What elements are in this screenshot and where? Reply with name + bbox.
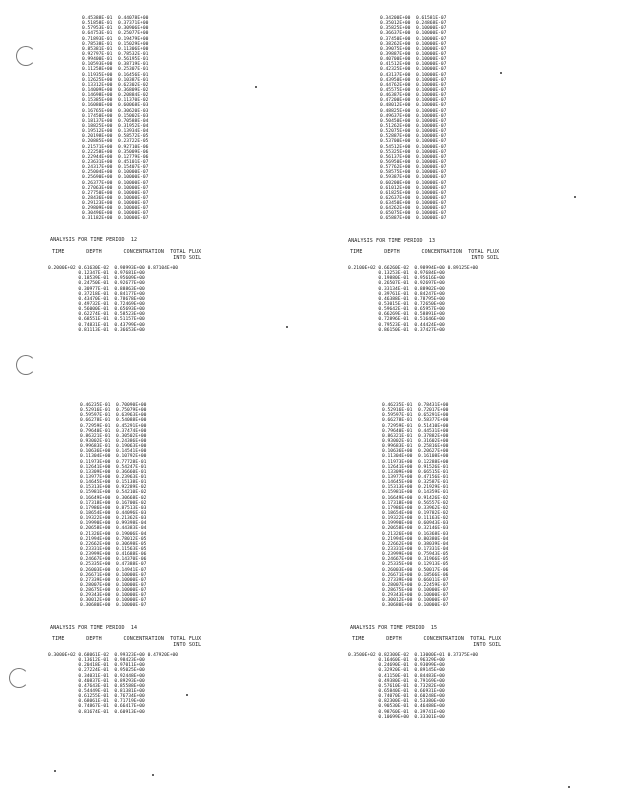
table-row: 0.10593E+00 0.38719E-01 <box>82 62 149 68</box>
table-row: 0.59597E-01 0.63963E+00 <box>80 413 147 419</box>
table-row: 0.56000E-01 0.65693E+00 <box>48 307 145 313</box>
table-row: 0.13612E-01 0.98423E+00 <box>48 658 145 664</box>
table-row: 0.14645E+00 0.15138E-01 <box>80 480 147 486</box>
table-row: 0.30977E-01 0.88863E+00 <box>48 286 145 292</box>
table-row: 0.61255E-01 0.76734E+00 <box>48 694 145 700</box>
table-row: 0.39761E-01 0.84247E+00 <box>348 291 445 297</box>
scan-speck <box>152 774 154 776</box>
table-row: 0.19990E+00 0.99398E-04 <box>80 521 147 527</box>
table-row: 0.65840E-01 0.66931E+00 <box>348 688 445 694</box>
table-row: 0.24317E+00 0.15407E-07 <box>82 165 149 171</box>
table-row: 0.42325E+00 0.10000E-07 <box>380 67 447 73</box>
scan-speck <box>286 326 288 328</box>
table-row: 0.11973E+00 0.12288E+00 <box>382 459 449 465</box>
table-row: 0.28675E+00 0.10000E-07 <box>80 588 147 594</box>
table-row: 0.65887E+00 0.10000E-07 <box>380 216 447 222</box>
q3-column-subheader: INTO SOIL <box>52 642 202 648</box>
table-row: 0.13977E+00 0.47156E-01 <box>382 474 449 480</box>
table-row: 0.34031E-01 0.92448E+00 <box>48 673 145 679</box>
table-row: 0.93002E-01 0.31602E+00 <box>382 438 449 444</box>
table-row: 0.20198E+00 0.58572E-05 <box>82 134 149 140</box>
table-row: 0.57610E-01 0.73282E+00 <box>348 683 445 689</box>
table-row: 0.17318E+00 0.56557E-02 <box>382 500 449 506</box>
table-row: 0.21994E+00 0.78012E-05 <box>80 536 147 542</box>
table-row: 0.18137E+00 0.70588E-04 <box>82 118 149 124</box>
table-row: 0.15385E+00 0.11370E-02 <box>82 98 149 104</box>
table-row: 0.18654E+00 0.19782E-02 <box>382 510 449 516</box>
table-row: 0.11304E+00 0.16108E+00 <box>382 454 449 460</box>
table-row: 0.2000E+02 0.61630E-02 0.98993E+00 0.87104E+00 <box>48 266 178 271</box>
table-row: 0.17986E+00 0.33962E-02 <box>382 505 449 511</box>
table-row: 0.30012E+00 0.10000E-07 <box>80 598 147 604</box>
table-row: 0.10636E+00 0.20627E+00 <box>382 449 449 455</box>
table-row: 0.86321E-01 0.30502E+00 <box>80 433 147 439</box>
table-row: 0.22258E+00 0.35009E-06 <box>82 149 149 155</box>
table-row: 0.35825E+00 0.10000E-07 <box>380 26 447 32</box>
table-row: 0.21994E+00 0.80380E-04 <box>382 536 449 542</box>
table-row: 0.85381E-01 0.11306E+00 <box>82 46 149 52</box>
table-row: 0.53700E+00 0.10000E-07 <box>380 139 447 145</box>
table-row: 0.11935E+00 0.16456E-01 <box>82 72 149 78</box>
table-row: 0.99683E-01 0.19063E+00 <box>80 444 147 450</box>
q3-period-title: ANALYSIS FOR TIME PERIOD 14 <box>50 625 138 631</box>
table-row: 0.13309E+00 0.36660E-01 <box>80 469 147 475</box>
table-row: 0.36637E+00 0.10000E-07 <box>380 31 447 37</box>
table-row: 0.60200E+00 0.10000E-07 <box>380 180 447 186</box>
table-row: 0.39887E+00 0.10000E-07 <box>380 51 447 57</box>
table-row: 0.35012E+00 0.24868E-07 <box>380 21 447 27</box>
table-row: 0.64753E-01 0.25077E+00 <box>82 31 149 37</box>
punch-hole-bottom <box>9 668 29 688</box>
table-row: 0.26377E+00 0.10000E-07 <box>82 180 149 186</box>
table-row: 0.46387E+00 0.10000E-07 <box>380 93 447 99</box>
q4-data-table <box>348 653 478 720</box>
q3-data-table <box>48 653 178 715</box>
q3-top-columns <box>80 403 146 609</box>
table-row: 0.40700E+00 0.10000E-07 <box>380 57 447 63</box>
table-row: 0.40837E-01 0.89293E+00 <box>48 678 145 684</box>
table-row: 0.20885E+00 0.23722E-05 <box>82 139 149 145</box>
table-row: 0.61825E+00 0.10000E-07 <box>380 190 447 196</box>
q2-top-columns <box>380 16 446 222</box>
table-row: 0.54512E+00 0.10000E-07 <box>380 144 447 150</box>
table-row: 0.82300E-01 0.53380E+00 <box>348 699 445 705</box>
table-row: 0.46388E-01 0.78795E+00 <box>348 296 445 302</box>
table-row: 0.90530E-01 0.46488E+00 <box>348 704 445 710</box>
table-row: 0.92797E-01 0.78532E-01 <box>82 51 149 57</box>
table-row: 0.37218E-01 0.84177E+00 <box>48 291 145 297</box>
table-row: 0.32920E-01 0.89145E+00 <box>348 668 445 674</box>
table-row: 0.52075E+00 0.10000E-07 <box>380 129 447 135</box>
table-row: 0.78538E-01 0.15029E+00 <box>82 41 149 47</box>
table-row: 0.37450E+00 0.10000E-07 <box>380 36 447 42</box>
table-row: 0.41150E-01 0.84483E+00 <box>348 673 445 679</box>
table-row: 0.81674E-01 0.60913E+00 <box>48 709 145 715</box>
table-row: 0.28675E+00 0.10000E-07 <box>382 588 449 594</box>
table-row: 0.47643E-01 0.85588E+00 <box>48 683 145 689</box>
table-row: 0.81113E-01 0.36653E+00 <box>48 327 145 333</box>
q2-data-table <box>348 266 478 333</box>
table-row: 0.52916E-01 0.75079E+00 <box>80 408 147 414</box>
table-row: 0.2100E+02 0.66260E-02 0.98994E+00 0.89125E+00 <box>348 266 478 271</box>
table-row: 0.12641E+00 0.54247E-01 <box>80 464 147 470</box>
table-row: 0.68551E-01 0.51157E+00 <box>48 317 145 323</box>
table-row: 0.64262E+00 0.10000E-07 <box>380 206 447 212</box>
table-row: 0.55325E+00 0.10000E-07 <box>380 149 447 155</box>
table-row: 0.23999E+00 0.41688E-06 <box>80 552 147 558</box>
table-row: 0.59597E-01 0.65291E+00 <box>382 413 449 419</box>
table-row: 0.28436E+00 0.10000E-07 <box>82 195 149 201</box>
table-row: 0.74867E-01 0.66417E+00 <box>48 704 145 710</box>
table-row: 0.17450E+00 0.15002E-03 <box>82 113 149 119</box>
table-row: 0.54449E-01 0.81381E+00 <box>48 688 145 694</box>
table-row: 0.63450E+00 0.10000E-07 <box>380 201 447 207</box>
table-row: 0.24667E+00 0.31966E-05 <box>382 557 449 563</box>
table-row: 0.3000E+02 0.68061E-02 0.99323E+00 0.47920E+00 <box>48 653 178 658</box>
table-row: 0.74070E-01 0.60248E+00 <box>348 694 445 700</box>
table-row: 0.12641E+00 0.91526E-01 <box>382 464 449 470</box>
table-row: 0.14645E+00 0.32587E-01 <box>382 480 449 486</box>
table-row: 0.57953E-01 0.30906E+00 <box>82 26 149 32</box>
table-row: 0.23331E+00 0.17331E-04 <box>382 546 449 552</box>
table-row: 0.22662E+00 0.38039E-04 <box>382 541 449 547</box>
table-row: 0.43137E+00 0.10000E-07 <box>380 72 447 78</box>
table-row: 0.74831E-01 0.43799E+00 <box>48 322 145 328</box>
table-row: 0.59387E+00 0.10000E-07 <box>380 175 447 181</box>
table-row: 0.86321E-01 0.37882E+00 <box>382 433 449 439</box>
table-row: 0.49637E+00 0.10000E-07 <box>380 113 447 119</box>
table-row: 0.50450E+00 0.10000E-07 <box>380 118 447 124</box>
table-row: 0.33134E-01 0.88902E+00 <box>348 286 445 292</box>
q4-top-columns <box>382 403 448 609</box>
q4-period-title: ANALYSIS FOR TIME PERIOD 15 <box>350 625 438 631</box>
table-row: 0.16649E+00 0.30668E-02 <box>80 495 147 501</box>
table-row: 0.28007E+00 0.10000E-07 <box>80 582 147 588</box>
table-row: 0.25690E+00 0.10000E-07 <box>82 175 149 181</box>
table-row: 0.29809E+00 0.10000E-07 <box>82 206 149 212</box>
table-row: 0.23999E+00 0.75943E-05 <box>382 552 449 558</box>
table-row: 0.27339E+00 0.10000E-07 <box>80 577 147 583</box>
table-row: 0.47200E+00 0.10000E-07 <box>380 98 447 104</box>
table-row: 0.29343E+00 0.10000E-07 <box>80 593 147 599</box>
table-row: 0.72959E-01 0.45291E+00 <box>80 423 147 429</box>
table-row: 0.22944E+00 0.12779E-06 <box>82 154 149 160</box>
table-row: 0.61012E+00 0.10000E-07 <box>380 185 447 191</box>
table-row: 0.56137E+00 0.10000E-07 <box>380 154 447 160</box>
scan-speck <box>574 196 576 198</box>
table-row: 0.25335E+00 0.12913E-05 <box>382 562 449 568</box>
table-row: 0.53015E-01 0.72650E+00 <box>348 301 445 307</box>
punch-hole-middle <box>16 355 36 375</box>
table-row: 0.46235E-01 0.70090E+00 <box>80 403 147 408</box>
table-row: 0.27339E+00 0.66011E-07 <box>382 577 449 583</box>
table-row: 0.51858E-01 0.37371E+00 <box>82 21 149 27</box>
table-row: 0.31182E+00 0.10000E-07 <box>82 216 149 222</box>
table-row: 0.10636E+00 0.14541E+00 <box>80 449 147 455</box>
table-row: 0.27063E+00 0.10000E-07 <box>82 185 149 191</box>
q1-data-table <box>48 266 178 333</box>
table-row: 0.79523E-01 0.44424E+00 <box>348 322 445 328</box>
table-row: 0.19512E+00 0.13934E-04 <box>82 129 149 135</box>
table-row: 0.16649E+00 0.91426E-02 <box>382 495 449 501</box>
table-row: 0.72896E-01 0.51646E+00 <box>348 317 445 323</box>
table-row: 0.26003E+00 0.50017E-06 <box>382 567 449 573</box>
table-row: 0.25335E+00 0.47388E-07 <box>80 562 147 568</box>
table-row: 0.26671E+00 0.18566E-06 <box>382 572 449 578</box>
table-row: 0.29343E+00 0.10000E-07 <box>382 593 449 599</box>
table-row: 0.58575E+00 0.10000E-07 <box>380 170 447 176</box>
table-row: 0.99400E-01 0.56195E-01 <box>82 57 149 63</box>
table-row: 0.24750E-01 0.92677E+00 <box>48 281 145 287</box>
table-row: 0.22662E+00 0.30698E-05 <box>80 541 147 547</box>
table-row: 0.66278E-01 0.54088E+00 <box>80 418 147 424</box>
table-row: 0.39075E+00 0.10000E-07 <box>380 46 447 52</box>
table-row: 0.12347E-01 0.97681E+00 <box>48 271 145 277</box>
table-row: 0.93002E-01 0.24386E+00 <box>80 438 147 444</box>
table-row: 0.62637E+00 0.10000E-07 <box>380 195 447 201</box>
scan-speck <box>500 72 502 74</box>
table-row: 0.19990E+00 0.60943E-03 <box>382 521 449 527</box>
scan-speck <box>186 694 188 696</box>
q3-column-headers: TIME DEPTH CONCENTRATION TOTAL FLUX <box>52 636 202 642</box>
table-row: 0.18654E+00 0.44096E-03 <box>80 510 147 516</box>
table-row: 0.18825E+00 0.31952E-04 <box>82 123 149 129</box>
table-row: 0.23631E+00 0.45101E-07 <box>82 159 149 165</box>
table-row: 0.20658E+00 0.32146E-03 <box>382 526 449 532</box>
table-row: 0.27224E-01 0.95025E+00 <box>48 668 145 674</box>
q2-column-headers: TIME DEPTH CONCENTRATION TOTAL FLUX <box>350 249 500 255</box>
q1-period-title: ANALYSIS FOR TIME PERIOD 12 <box>50 237 138 243</box>
table-row: 0.11304E+00 0.10792E+00 <box>80 454 147 460</box>
table-row: 0.20658E+00 0.44383E-04 <box>80 526 147 532</box>
table-row: 0.24667E+00 0.14370E-06 <box>80 557 147 563</box>
table-row: 0.11258E+00 0.25307E-01 <box>82 67 149 73</box>
table-row: 0.43470E-01 0.78678E+00 <box>48 296 145 302</box>
table-row: 0.86150E-01 0.37427E+00 <box>348 327 445 333</box>
table-row: 0.26671E+00 0.10000E-07 <box>80 572 147 578</box>
table-row: 0.16765E+00 0.30620E-03 <box>82 108 149 114</box>
table-row: 0.62274E-01 0.58523E+00 <box>48 312 145 318</box>
table-row: 0.30680E+00 0.10000E-07 <box>382 603 449 609</box>
table-row: 0.3500E+02 0.82300E-02 0.13000E+01 0.37375E+00 <box>348 653 478 658</box>
table-row: 0.29123E+00 0.10000E-07 <box>82 201 149 207</box>
table-row: 0.48012E+00 0.10000E-07 <box>380 103 447 109</box>
table-row: 0.66278E-01 0.58377E+00 <box>382 418 449 424</box>
table-row: 0.24690E-01 0.93099E+00 <box>348 663 445 669</box>
table-row: 0.71893E-01 0.19479E+00 <box>82 36 149 42</box>
table-row: 0.17986E+00 0.87513E-03 <box>80 505 147 511</box>
table-row: 0.21571E+00 0.92710E-06 <box>82 144 149 150</box>
table-row: 0.52887E+00 0.10000E-07 <box>380 134 447 140</box>
q1-column-subheader: INTO SOIL <box>52 255 202 261</box>
q1-column-headers: TIME DEPTH CONCENTRATION TOTAL FLUX <box>52 249 202 255</box>
table-row: 0.56950E+00 0.10000E-07 <box>380 159 447 165</box>
table-row: 0.30012E+00 0.10000E-07 <box>382 598 449 604</box>
table-row: 0.79640E-01 0.37474E+00 <box>80 428 147 434</box>
table-row: 0.13977E+00 0.23963E-01 <box>80 474 147 480</box>
table-row: 0.44762E+00 0.10000E-07 <box>380 82 447 88</box>
table-row: 0.15981E+00 0.14359E-01 <box>382 490 449 496</box>
table-row: 0.98760E-01 0.39741E+00 <box>348 709 445 715</box>
table-row: 0.72959E-01 0.51410E+00 <box>382 423 449 429</box>
table-row: 0.48825E+00 0.10000E-07 <box>380 108 447 114</box>
q2-column-subheader: INTO SOIL <box>350 255 500 261</box>
table-row: 0.25004E+00 0.10000E-07 <box>82 170 149 176</box>
q2-period-title: ANALYSIS FOR TIME PERIOD 13 <box>348 238 436 244</box>
table-row: 0.11973E+00 0.77728E-01 <box>80 459 147 465</box>
table-row: 0.16460E-01 0.96329E+00 <box>348 658 445 664</box>
table-row: 0.21326E+00 0.16368E-03 <box>382 531 449 537</box>
table-row: 0.13253E-01 0.97684E+00 <box>348 271 445 277</box>
table-row: 0.14009E+00 0.36809E-02 <box>82 87 149 93</box>
table-row: 0.66269E-01 0.58891E+00 <box>348 312 445 318</box>
table-row: 0.18539E-01 0.95609E+00 <box>48 276 145 282</box>
table-row: 0.12625E+00 0.10387E-01 <box>82 77 149 83</box>
table-row: 0.65075E+00 0.10000E-07 <box>380 211 447 217</box>
table-row: 0.19322E+00 0.21362E-03 <box>80 516 147 522</box>
table-row: 0.23331E+00 0.11563E-05 <box>80 546 147 552</box>
table-row: 0.15313E+00 0.92289E-02 <box>80 485 147 491</box>
table-row: 0.68061E-01 0.71719E+00 <box>48 699 145 705</box>
table-row: 0.14698E+00 0.20884E-02 <box>82 93 149 99</box>
table-row: 0.41512E+00 0.10000E-07 <box>380 62 447 68</box>
table-row: 0.34200E+00 0.61581E-07 <box>380 16 447 21</box>
table-row: 0.20418E-01 0.97011E+00 <box>48 663 145 669</box>
table-row: 0.99683E-01 0.25816E+00 <box>382 444 449 450</box>
table-row: 0.59642E-01 0.65957E+00 <box>348 307 445 313</box>
scan-speck <box>568 786 570 788</box>
table-row: 0.19322E+00 0.11163E-02 <box>382 516 449 522</box>
table-row: 0.10699E+00 0.33301E+00 <box>348 714 445 720</box>
punch-hole-top <box>16 46 36 66</box>
table-row: 0.30496E+00 0.10000E-07 <box>82 211 149 217</box>
table-row: 0.26003E+00 0.14941E-07 <box>80 567 147 573</box>
table-row: 0.57762E+00 0.10000E-07 <box>380 165 447 171</box>
table-row: 0.28007E+00 0.22459E-07 <box>382 582 449 588</box>
table-row: 0.26507E-01 0.92697E+00 <box>348 281 445 287</box>
table-row: 0.13309E+00 0.66515E-01 <box>382 469 449 475</box>
table-row: 0.45575E+00 0.10000E-07 <box>380 87 447 93</box>
table-row: 0.15313E+00 0.21929E-01 <box>382 485 449 491</box>
scan-speck <box>255 86 257 88</box>
table-row: 0.46235E-01 0.78431E+00 <box>382 403 449 408</box>
table-row: 0.16080E+00 0.60068E-03 <box>82 103 149 109</box>
table-row: 0.17318E+00 0.16700E-02 <box>80 500 147 506</box>
q1-top-columns <box>82 16 148 222</box>
table-row: 0.30680E+00 0.10000E-07 <box>80 603 147 609</box>
q4-column-headers: TIME DEPTH CONCENTRATION TOTAL FLUX <box>352 636 502 642</box>
scan-speck <box>54 770 56 772</box>
table-row: 0.21326E+00 0.19006E-04 <box>80 531 147 537</box>
table-row: 0.51262E+00 0.10000E-07 <box>380 123 447 129</box>
q4-column-subheader: INTO SOIL <box>352 642 502 648</box>
table-row: 0.38262E+00 0.10000E-07 <box>380 41 447 47</box>
table-row: 0.52916E-01 0.72017E+00 <box>382 408 449 414</box>
table-row: 0.43950E+00 0.10000E-07 <box>380 77 447 83</box>
table-row: 0.27750E+00 0.10000E-07 <box>82 190 149 196</box>
table-row: 0.49732E-01 0.72469E+00 <box>48 301 145 307</box>
table-row: 0.45388E-01 0.44078E+00 <box>82 16 149 21</box>
table-row: 0.13312E+00 0.62302E-02 <box>82 82 149 88</box>
table-row: 0.15981E+00 0.54210E-02 <box>80 490 147 496</box>
table-row: 0.79640E-01 0.44531E+00 <box>382 428 449 434</box>
table-row: 0.19880E-01 0.95616E+00 <box>348 276 445 282</box>
table-row: 0.49380E-01 0.79169E+00 <box>348 678 445 684</box>
